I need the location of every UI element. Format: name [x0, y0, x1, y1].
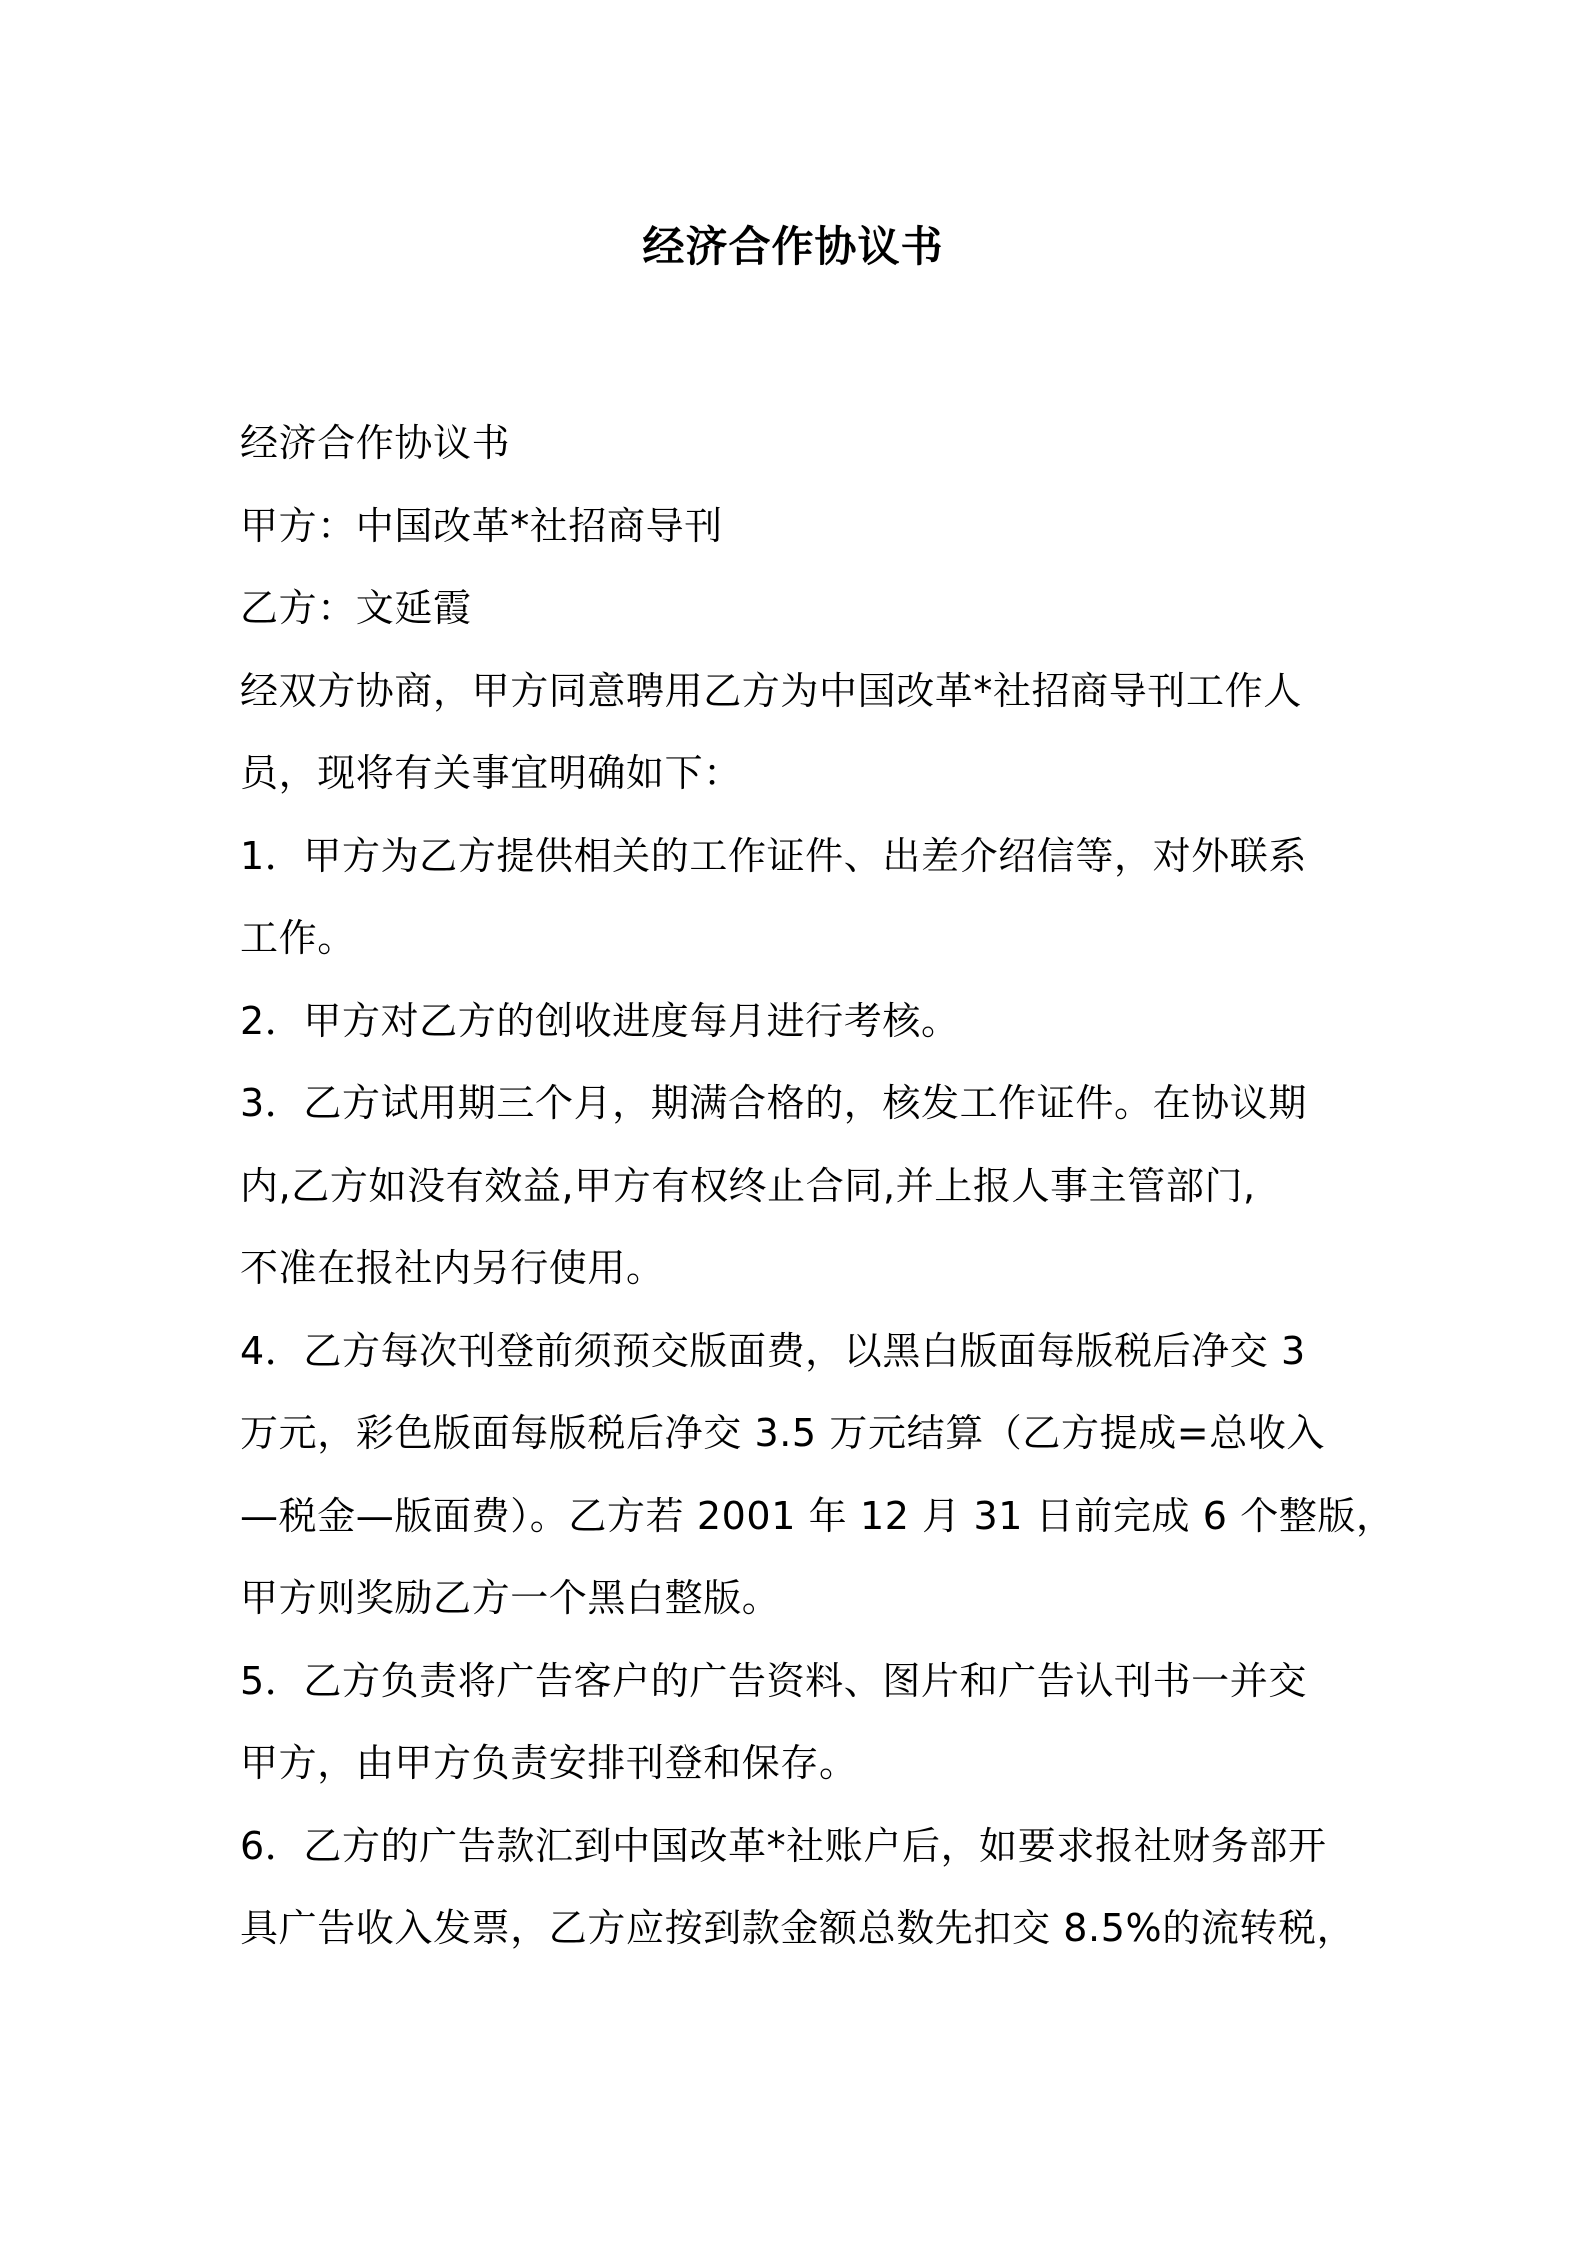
body-heading: 经济合作协议书 — [240, 421, 511, 465]
clause-3-line-2: 内,乙方如没有效益,甲方有权终止合同,并上报人事主管部门, — [240, 1163, 1256, 1208]
clause-5-line-1: 5．乙方负责将广告客户的广告资料、图片和广告认刊书一并交 — [240, 1658, 1307, 1703]
clause-5-line-2: 甲方，由甲方负责安排刊登和保存。 — [240, 1741, 858, 1785]
clause-3-line-3: 不准在报社内另行使用。 — [240, 1246, 665, 1290]
document-title: 经济合作协议书 — [642, 222, 944, 271]
clause-4-line-4: 甲方则奖励乙方一个黑白整版。 — [240, 1576, 781, 1620]
clause-4-line-3: —税金—版面费）。乙方若 2001 年 12 月 31 日前完成 6 个整版， — [240, 1493, 1395, 1538]
clause-1-line-2: 工作。 — [240, 916, 356, 960]
party-b-line: 乙方：文延霞 — [240, 586, 472, 630]
clause-6-line-2: 具广告收入发票，乙方应按到款金额总数先扣交 8.5%的流转税， — [240, 1906, 1356, 1950]
clause-1-line-1: 1．甲方为乙方提供相关的工作证件、出差介绍信等，对外联系 — [240, 833, 1307, 878]
clause-3-line-1: 3．乙方试用期三个月，期满合格的，核发工作证件。在协议期 — [240, 1081, 1307, 1125]
clause-4-line-2: 万元，彩色版面每版税后净交 3.5 万元结算（乙方提成=总收入 — [240, 1411, 1326, 1455]
document-body — [240, 402, 1395, 1970]
clause-4-line-1: 4．乙方每次刊登前须预交版面费，以黑白版面每版税后净交 3 — [240, 1328, 1306, 1373]
intro-line-1: 经双方协商，甲方同意聘用乙方为中国改革*社招商导刊工作人 — [240, 668, 1302, 713]
party-a-line: 甲方：中国改革*社招商导刊 — [240, 503, 723, 548]
intro-line-2: 员，现将有关事宜明确如下： — [240, 751, 742, 795]
clause-6-line-1: 6．乙方的广告款汇到中国改革*社账户后，如要求报社财务部开 — [240, 1823, 1327, 1868]
clause-2-line-1: 2．甲方对乙方的创收进度每月进行考核。 — [240, 998, 960, 1043]
